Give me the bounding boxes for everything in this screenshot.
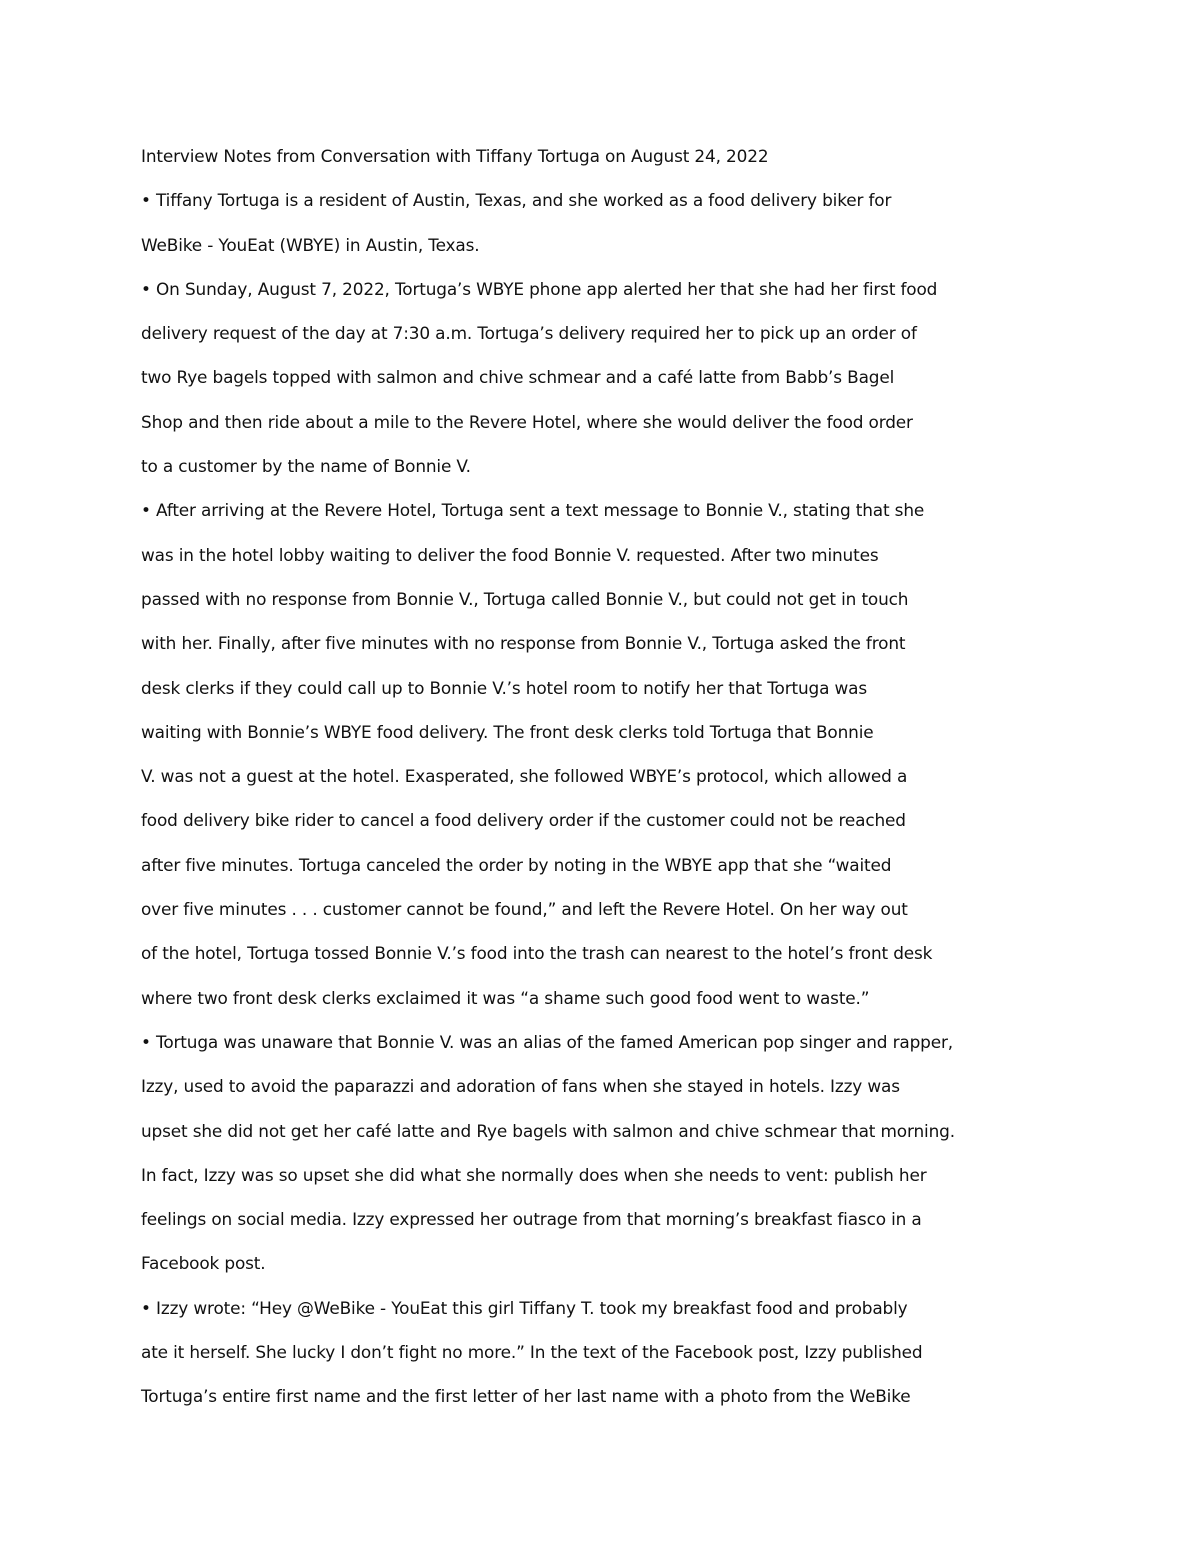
text-line: feelings on social media. Izzy expressed her outrage from that morning’s breakfast fiasco in a: [141, 1209, 922, 1230]
text-line: In fact, Izzy was so upset she did what she normally does when she needs to vent: publish her: [141, 1164, 927, 1185]
text-line: Izzy, used to avoid the paparazzi and adoration of fans when she stayed in hotels. Izzy was: [141, 1076, 900, 1097]
text-line: after five minutes. Tortuga canceled the order by noting in the WBYE app that she “waited: [141, 854, 892, 875]
text-line: • Tortuga was unaware that Bonnie V. was an alias of the famed American pop singer and rapper,: [141, 1031, 953, 1052]
text-line: upset she did not get her café latte and Rye bagels with salmon and chive schmear that morning.: [141, 1120, 955, 1141]
text-line: • Tiffany Tortuga is a resident of Austin, Texas, and she worked as a food delivery biker for: [141, 190, 892, 211]
text-line: Tortuga’s entire first name and the first letter of her last name with a photo from the WeBike: [141, 1386, 911, 1407]
text-line: V. was not a guest at the hotel. Exasperated, she followed WBYE’s protocol, which allowed a: [141, 766, 908, 787]
text-line: desk clerks if they could call up to Bonnie V.’s hotel room to notify her that Tortuga was: [141, 677, 868, 698]
text-line: Facebook post.: [141, 1253, 266, 1274]
text-line: passed with no response from Bonnie V., Tortuga called Bonnie V., but could not get in touch: [141, 588, 909, 609]
text-line: delivery request of the day at 7:30 a.m. Tortuga’s delivery required her to pick up an order of: [141, 323, 917, 344]
text-line: • After arriving at the Revere Hotel, Tortuga sent a text message to Bonnie V., stating that she: [141, 500, 925, 521]
text-line: ate it herself. She lucky I don’t fight no more.” In the text of the Facebook post, Izzy published: [141, 1342, 923, 1363]
text-line: to a customer by the name of Bonnie V.: [141, 456, 471, 477]
text-line: WeBike - YouEat (WBYE) in Austin, Texas.: [141, 234, 480, 255]
text-line: with her. Finally, after five minutes with no response from Bonnie V., Tortuga asked the front: [141, 633, 906, 654]
document-title: Interview Notes from Conversation with Tiffany Tortuga on August 24, 2022: [141, 146, 769, 166]
document-body: [141, 144, 1011, 1429]
text-line: where two front desk clerks exclaimed it was “a shame such good food went to waste.”: [141, 987, 870, 1008]
text-line: food delivery bike rider to cancel a food delivery order if the customer could not be reached: [141, 810, 906, 831]
text-line: two Rye bagels topped with salmon and chive schmear and a café latte from Babb’s Bagel: [141, 367, 895, 388]
text-line: • On Sunday, August 7, 2022, Tortuga’s WBYE phone app alerted her that she had her first food: [141, 278, 938, 299]
text-line: of the hotel, Tortuga tossed Bonnie V.’s food into the trash can nearest to the hotel’s front desk: [141, 943, 933, 964]
text-line: waiting with Bonnie’s WBYE food delivery. The front desk clerks told Tortuga that Bonnie: [141, 721, 874, 742]
text-line: over five minutes . . . customer cannot be found,” and left the Revere Hotel. On her way out: [141, 899, 908, 920]
text-line: Shop and then ride about a mile to the Revere Hotel, where she would deliver the food order: [141, 411, 913, 432]
text-line: • Izzy wrote: “Hey @WeBike - YouEat this girl Tiffany T. took my breakfast food and probably: [141, 1297, 908, 1318]
text-line: was in the hotel lobby waiting to deliver the food Bonnie V. requested. After two minutes: [141, 544, 879, 565]
